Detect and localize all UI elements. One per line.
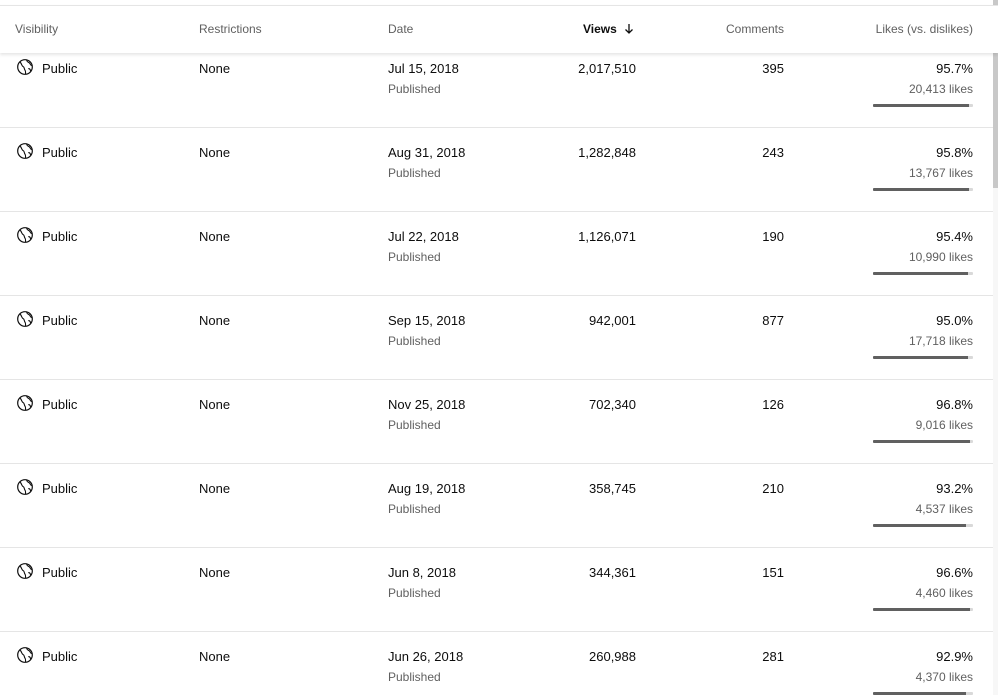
globe-icon: [16, 142, 34, 160]
like-ratio-fill: [873, 356, 968, 359]
like-percentage: 96.6%: [936, 565, 973, 580]
likes-count: 13,767 likes: [908, 166, 973, 180]
likes-count: 4,460 likes: [915, 586, 973, 600]
publish-status: Published: [388, 418, 441, 432]
table-row[interactable]: [0, 380, 998, 464]
table-row[interactable]: [0, 44, 998, 128]
restrictions-value: None: [199, 565, 231, 580]
globe-icon: [16, 58, 34, 76]
like-ratio-fill: [873, 524, 966, 527]
like-ratio-fill: [873, 188, 969, 191]
comments-value: 210: [762, 481, 784, 496]
publish-status: Published: [388, 502, 441, 516]
visibility-value[interactable]: Public: [42, 61, 78, 76]
column-header-restrictions[interactable]: Restrictions: [199, 22, 262, 36]
arrow-down-icon[interactable]: [623, 23, 635, 38]
date-value: Sep 15, 2018: [388, 313, 466, 328]
views-value: 344,361: [589, 565, 636, 580]
date-value: Jun 8, 2018: [388, 565, 456, 580]
table-row[interactable]: [0, 212, 998, 296]
restrictions-value: None: [199, 229, 231, 244]
date-value: Aug 31, 2018: [388, 145, 466, 160]
globe-icon: [16, 478, 34, 496]
restrictions-value: None: [199, 61, 231, 76]
date-value: Nov 25, 2018: [388, 397, 466, 412]
views-value: 942,001: [589, 313, 636, 328]
comments-value: 151: [762, 565, 784, 580]
table-row[interactable]: [0, 632, 998, 695]
like-ratio-fill: [873, 440, 970, 443]
likes-count: 10,990 likes: [908, 250, 973, 264]
views-value: 1,126,071: [578, 229, 636, 244]
like-ratio-bar: [873, 104, 973, 107]
views-value: 2,017,510: [578, 61, 636, 76]
date-value: Aug 19, 2018: [388, 481, 466, 496]
globe-icon: [16, 226, 34, 244]
globe-icon: [16, 562, 34, 580]
views-value: 358,745: [589, 481, 636, 496]
comments-value: 126: [762, 397, 784, 412]
restrictions-value: None: [199, 649, 231, 664]
comments-value: 243: [762, 145, 784, 160]
like-ratio-bar: [873, 356, 973, 359]
views-value: 702,340: [589, 397, 636, 412]
visibility-value[interactable]: Public: [42, 229, 78, 244]
comments-value: 281: [762, 649, 784, 664]
restrictions-value: None: [199, 313, 231, 328]
visibility-value[interactable]: Public: [42, 397, 78, 412]
likes-count: 20,413 likes: [908, 82, 973, 96]
like-ratio-fill: [873, 104, 969, 107]
globe-icon: [16, 310, 34, 328]
like-ratio-bar: [873, 440, 973, 443]
like-percentage: 92.9%: [936, 649, 973, 664]
likes-count: 4,537 likes: [915, 502, 973, 516]
views-value: 1,282,848: [578, 145, 636, 160]
table-header: [0, 5, 998, 53]
column-header-comments[interactable]: Comments: [725, 22, 784, 36]
globe-icon: [16, 646, 34, 664]
column-header-date[interactable]: Date: [388, 22, 414, 36]
likes-count: 9,016 likes: [915, 418, 973, 432]
publish-status: Published: [388, 670, 441, 684]
restrictions-value: None: [199, 397, 231, 412]
restrictions-value: None: [199, 145, 231, 160]
date-value: Jun 26, 2018: [388, 649, 464, 664]
like-percentage: 95.7%: [936, 61, 973, 76]
comments-value: 877: [762, 313, 784, 328]
visibility-value[interactable]: Public: [42, 649, 78, 664]
table-row[interactable]: [0, 548, 998, 632]
like-ratio-fill: [873, 608, 970, 611]
date-value: Jul 15, 2018: [388, 61, 459, 76]
column-header-views-label: Views: [583, 22, 617, 36]
publish-status: Published: [388, 586, 441, 600]
publish-status: Published: [388, 166, 441, 180]
table-row[interactable]: [0, 464, 998, 548]
publish-status: Published: [388, 334, 441, 348]
like-percentage: 96.8%: [936, 397, 973, 412]
visibility-value[interactable]: Public: [42, 565, 78, 580]
like-ratio-bar: [873, 524, 973, 527]
likes-count: 17,718 likes: [908, 334, 973, 348]
visibility-value[interactable]: Public: [42, 481, 78, 496]
views-value: 260,988: [589, 649, 636, 664]
comments-value: 395: [762, 61, 784, 76]
column-header-visibility[interactable]: Visibility: [15, 22, 59, 36]
like-percentage: 95.0%: [936, 313, 973, 328]
like-ratio-bar: [873, 188, 973, 191]
column-header-likes[interactable]: Likes (vs. dislikes): [875, 22, 973, 36]
visibility-value[interactable]: Public: [42, 313, 78, 328]
table-row[interactable]: [0, 128, 998, 212]
like-ratio-bar: [873, 608, 973, 611]
visibility-value[interactable]: Public: [42, 145, 78, 160]
scrollbar-track[interactable]: [993, 0, 998, 695]
column-header-views[interactable]: [583, 22, 635, 38]
date-value: Jul 22, 2018: [388, 229, 459, 244]
table-row[interactable]: [0, 296, 998, 380]
like-percentage: 95.4%: [936, 229, 973, 244]
like-ratio-fill: [873, 272, 968, 275]
like-percentage: 93.2%: [936, 481, 973, 496]
publish-status: Published: [388, 82, 441, 96]
globe-icon: [16, 394, 34, 412]
comments-value: 190: [762, 229, 784, 244]
likes-count: 4,370 likes: [915, 670, 973, 684]
like-ratio-bar: [873, 272, 973, 275]
table-body: [0, 44, 998, 695]
like-percentage: 95.8%: [936, 145, 973, 160]
publish-status: Published: [388, 250, 441, 264]
restrictions-value: None: [199, 481, 231, 496]
